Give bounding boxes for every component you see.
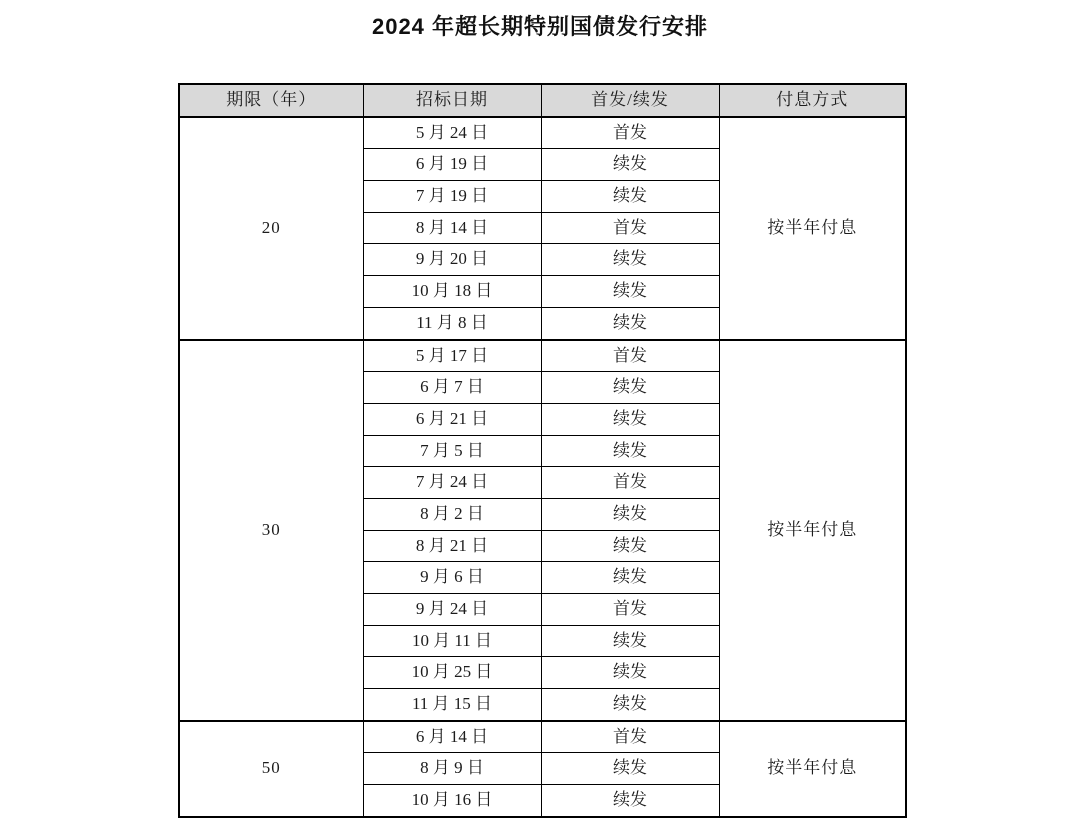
tender-date-cell: 5 月 24 日 [363,117,541,149]
tender-date-cell: 10 月 16 日 [363,785,541,817]
issue-type-cell: 续发 [541,562,719,594]
table-row [179,340,906,372]
interest-payment-cell: 按半年付息 [719,340,906,721]
col-header-term-years: 期限（年） [179,84,363,117]
term-years-cell: 30 [179,340,363,721]
issue-type-cell: 续发 [541,276,719,308]
issue-type-cell: 首发 [541,117,719,149]
interest-payment-cell: 按半年付息 [719,721,906,817]
issue-type-cell: 首发 [541,340,719,372]
tender-date-cell: 9 月 24 日 [363,594,541,626]
table-row [179,721,906,753]
tender-date-cell: 11 月 8 日 [363,307,541,339]
interest-payment-cell: 按半年付息 [719,117,906,340]
table-header-row [179,84,906,117]
issue-type-cell: 续发 [541,149,719,181]
term-years-cell: 50 [179,721,363,817]
tender-date-cell: 10 月 25 日 [363,657,541,689]
issue-type-cell: 续发 [541,403,719,435]
tender-date-cell: 9 月 6 日 [363,562,541,594]
issue-type-cell: 续发 [541,244,719,276]
tender-date-cell: 7 月 19 日 [363,181,541,213]
issue-type-cell: 续发 [541,657,719,689]
tender-date-cell: 6 月 21 日 [363,403,541,435]
tender-date-cell: 10 月 11 日 [363,625,541,657]
issue-type-cell: 续发 [541,435,719,467]
issue-type-cell: 续发 [541,530,719,562]
issue-type-cell: 续发 [541,753,719,785]
tender-date-cell: 5 月 17 日 [363,340,541,372]
col-header-issue-type: 首发/续发 [541,84,719,117]
tender-date-cell: 9 月 20 日 [363,244,541,276]
issue-type-cell: 首发 [541,212,719,244]
tender-date-cell: 6 月 19 日 [363,149,541,181]
table-row [179,117,906,149]
issue-type-cell: 续发 [541,689,719,721]
tender-date-cell: 8 月 9 日 [363,753,541,785]
col-header-interest-payment: 付息方式 [719,84,906,117]
issue-type-cell: 续发 [541,307,719,339]
issue-type-cell: 续发 [541,181,719,213]
issue-type-cell: 首发 [541,467,719,499]
issue-type-cell: 续发 [541,372,719,404]
tender-date-cell: 8 月 14 日 [363,212,541,244]
issue-type-cell: 首发 [541,721,719,753]
tender-date-cell: 6 月 7 日 [363,372,541,404]
issue-type-cell: 首发 [541,594,719,626]
tender-date-cell: 11 月 15 日 [363,689,541,721]
tender-date-cell: 7 月 24 日 [363,467,541,499]
tender-date-cell: 6 月 14 日 [363,721,541,753]
tender-date-cell: 7 月 5 日 [363,435,541,467]
issue-type-cell: 续发 [541,785,719,817]
page-title: 2024 年超长期特别国债发行安排 [371,14,709,39]
bond-issuance-table [178,83,907,818]
tender-date-cell: 8 月 21 日 [363,530,541,562]
issue-type-cell: 续发 [541,625,719,657]
tender-date-cell: 10 月 18 日 [363,276,541,308]
term-years-cell: 20 [179,117,363,340]
tender-date-cell: 8 月 2 日 [363,498,541,530]
issue-type-cell: 续发 [541,498,719,530]
col-header-tender-date: 招标日期 [363,84,541,117]
